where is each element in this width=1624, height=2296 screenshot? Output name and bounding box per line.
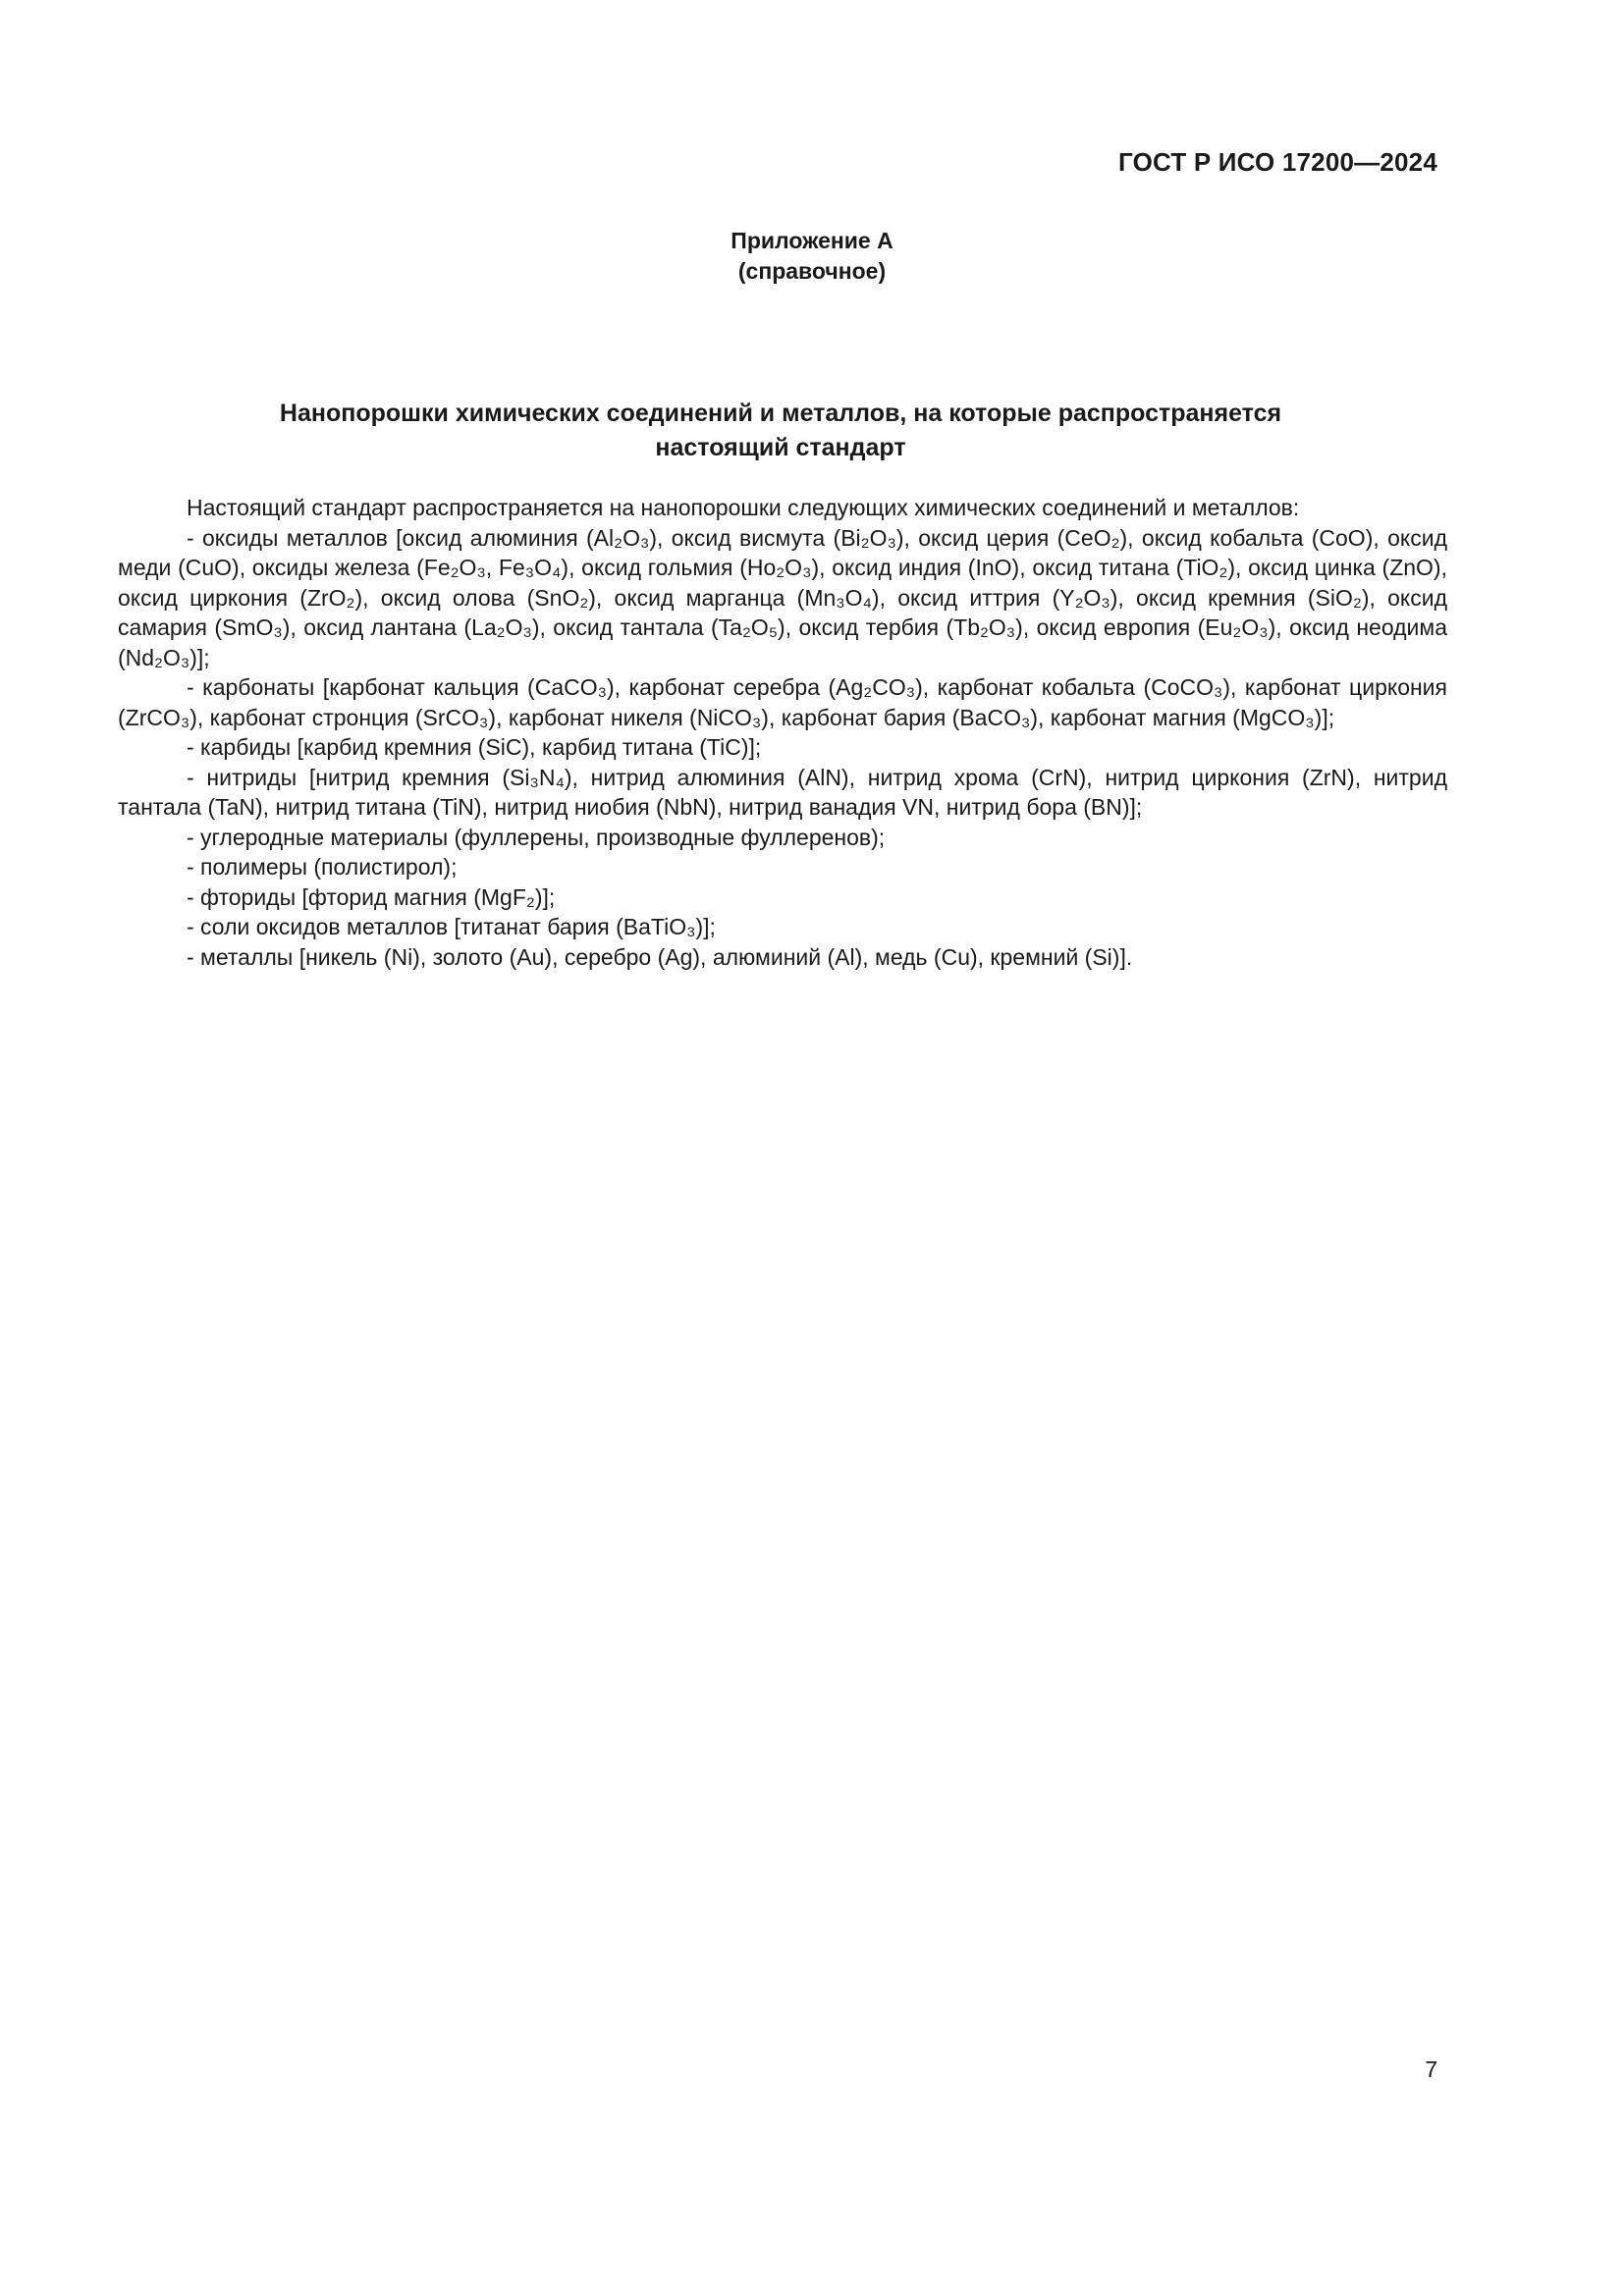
- list-item-carbides: - карбиды [карбид кремния (SiC), карбид титана (TiC)];: [187, 734, 762, 760]
- annex-header: [0, 226, 1624, 287]
- list-item-polymers: - полимеры (полистирол);: [187, 854, 458, 880]
- page-number: 7: [1425, 2056, 1437, 2082]
- list-item-carbonates: - карбонаты [карбонат кальция (CaCO₃), карбонат серебра (Ag₂CO₃), карбонат кобальта (CoCO₃), карбонат циркония (ZrCO₃), карбонат стронция (SrCO₃), карбонат никеля (NiCO₃), карбонат бария (BaCO₃), карбонат магния (MgCO₃)];: [118, 674, 1447, 730]
- list-item-carbon-materials: - углеродные материалы (фуллерены, производные фуллеренов);: [187, 824, 886, 850]
- section-heading-line-1: Нанопорошки химических соединений и металлов, на которые распространяется: [279, 400, 1282, 427]
- annex-type: (справочное): [737, 258, 887, 284]
- list-item-fluorides: - фториды [фторид магния (MgF₂)];: [187, 883, 556, 910]
- list-item-metals: - металлы [никель (Ni), золото (Au), серебро (Ag), алюминий (Al), медь (Cu), кремний (Si)].: [187, 943, 1133, 970]
- body-text: [118, 493, 1447, 972]
- annex-title: Приложение А: [731, 228, 893, 253]
- list-item-oxides: - оксиды металлов [оксид алюминия (Al₂O₃), оксид висмута (Bi₂O₃), оксид церия (CeO₂), оксид кобальта (CoO), оксид меди (CuO), оксиды железа (Fe₂O₃, Fe₃O₄), оксид гольмия (Ho₂O₃), оксид индия (InO), оксид титана (TiO₂), оксид цинка (ZnO), оксид циркония (ZrO₂), оксид олова (SnO₂), оксид марганца (Mn₃O₄), оксид иттрия (Y₂O₃), оксид кремния (SiO₂), оксид самария (SmO₃), оксид лантана (La₂O₃), оксид тантала (Ta₂O₅), оксид тербия (Tb₂O₃), оксид европия (Eu₂O₃), оксид неодима (Nd₂O₃)];: [118, 524, 1447, 670]
- intro-paragraph: Настоящий стандарт распространяется на нанопорошки следующих химических соединений и металлов:: [187, 495, 1300, 520]
- list-item-nitrides: - нитриды [нитрид кремния (Si₃N₄), нитрид алюминия (AlN), нитрид хрома (CrN), нитрид циркония (ZrN), нитрид тантала (TaN), нитрид титана (TiN), нитрид ниобия (NbN), нитрид ванадия VN, нитрид бора (BN)];: [118, 764, 1447, 820]
- document-code: ГОСТ Р ИСО 17200—2024: [1117, 147, 1437, 177]
- section-heading: [137, 397, 1424, 465]
- list-item-oxide-salts: - соли оксидов металлов [титанат бария (BaTiO₃)];: [187, 914, 716, 939]
- section-heading-line-2: настоящий стандарт: [655, 434, 906, 461]
